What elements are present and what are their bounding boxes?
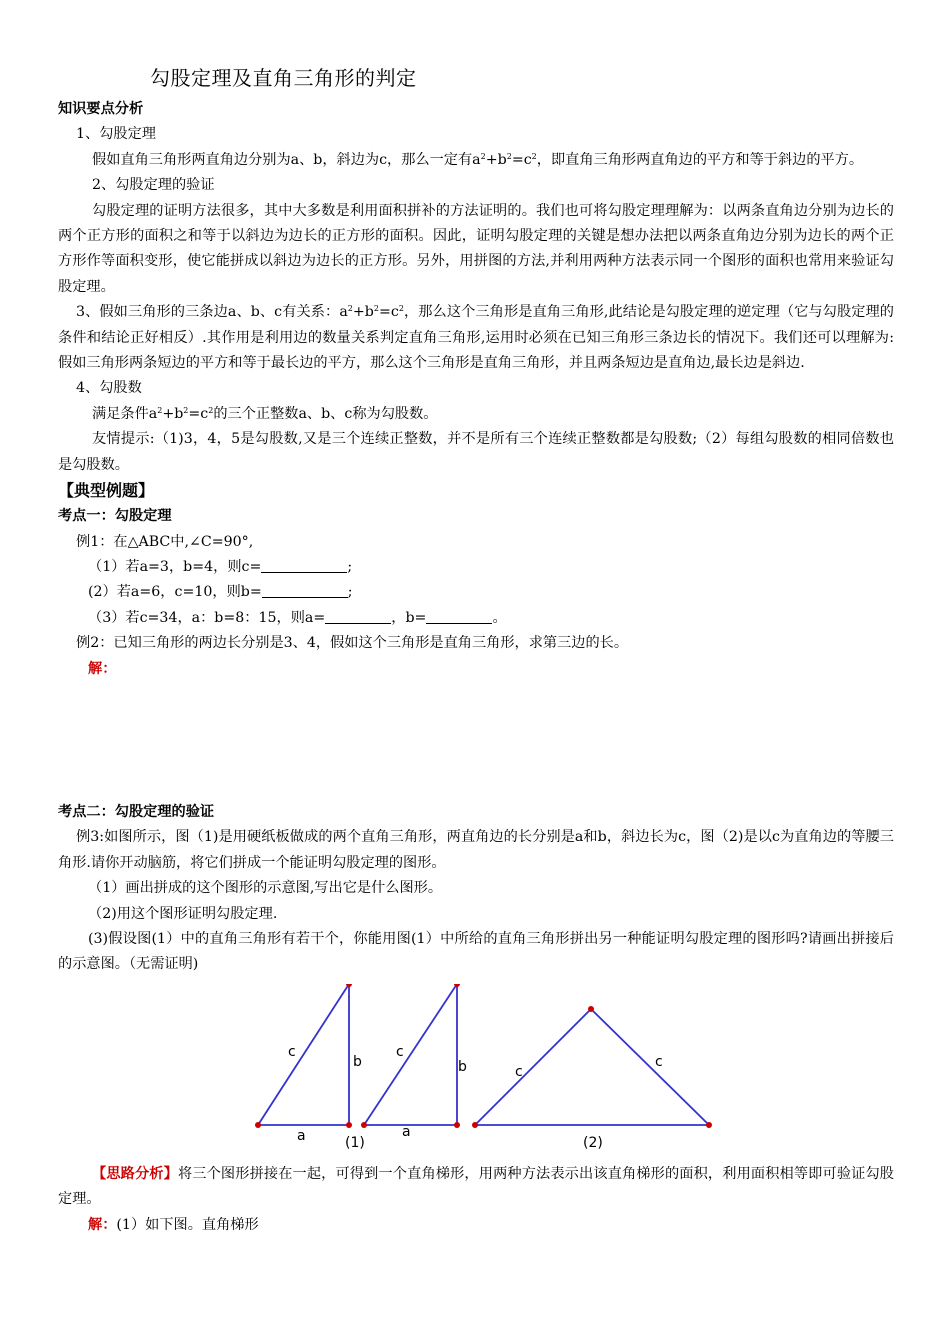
vertex-point xyxy=(706,1122,712,1128)
item1-text: 假如直角三角形两直角边分别为a、b，斜边为c，那么一定有$a^2+b^2=c^2$，即直角三角形两直角边的平方和等于斜边的平方。 xyxy=(92,151,864,168)
right-triangle-1 xyxy=(258,984,349,1125)
example-3-q2: （2)用这个图形证明勾股定理. xyxy=(88,905,278,922)
analysis: 【思路分析】将三个图形拼接在一起，可得到一个直角梯形，用两种方法表示出该直角梯形的面积，利用面积相等即可验证勾股定理。 xyxy=(58,1165,894,1208)
vertex-point xyxy=(346,1122,352,1128)
page-title: 勾股定理及直角三角形的判定 xyxy=(150,66,417,90)
example-3-q3: (3)假设图(1）中的直角三角形有若干个，你能用图(1）中所给的直角三角形拼出另一种能证明勾股定理的图形吗?请画出拼接后的示意图。（无需证明) xyxy=(58,930,894,973)
label-a: a xyxy=(402,1123,411,1140)
key-point-1: 考点一：勾股定理 xyxy=(58,508,172,525)
item1-title: 1、勾股定理 xyxy=(76,126,156,143)
answer-blank[interactable] xyxy=(325,609,391,624)
solution-label: 解： xyxy=(88,660,117,677)
item2-title: 2、勾股定理的验证 xyxy=(92,177,215,194)
example-1-q2: (2）若a=6，c=10，则b= ; xyxy=(88,584,353,601)
vertex-point xyxy=(361,1122,367,1128)
answer-blank[interactable] xyxy=(262,583,348,598)
example-1: 例1：在△ABC中,∠C=90°, xyxy=(76,533,254,550)
friendly-tip: 友情提示:（1)3，4，5是勾股数,又是三个连续正整数，并不是所有三个连续正整数都是勾股数;（2）每组勾股数的相同倍数也是勾股数。 xyxy=(58,431,894,473)
answer-space xyxy=(58,682,894,800)
label-c: c xyxy=(515,1063,523,1080)
example-1-q1: （1）若a=3，b=4，则c= ; xyxy=(88,558,353,575)
key-point-2: 考点二：勾股定理的验证 xyxy=(58,803,215,820)
label-b: b xyxy=(353,1053,362,1070)
label-c: c xyxy=(288,1043,296,1060)
figure-caption-2: (2) xyxy=(583,1134,603,1151)
label-c: c xyxy=(396,1043,404,1060)
vertex-point xyxy=(255,1122,261,1128)
label-b: b xyxy=(458,1058,467,1075)
vertex-point xyxy=(472,1122,478,1128)
example-3-q1: （1）画出拼成的这个图形的示意图,写出它是什么图形。 xyxy=(88,880,443,897)
answer-blank[interactable] xyxy=(261,558,347,573)
item2-text: 勾股定理的证明方法很多，其中大多数是利用面积拼补的方法证明的。我们也可将勾股定理理解为：以两条直角边分别为边长的两个正方形的面积之和等于以斜边为边长的正方形的面积。因此，证明勾股定理的关键是想办法把以两条直角边分别为边长的两个正方形作等面积变形，使它能拼成以斜边为边长的正方形。另外，用拼图的方法,并利用两种方法表示同一个图形的面积也常用来验证勾股定理。 xyxy=(58,202,894,295)
label-c: c xyxy=(655,1053,663,1070)
vertex-point xyxy=(588,1006,594,1012)
examples-heading: 【典型例题】 xyxy=(58,481,155,501)
example-1-q3: （3）若c=34，a：b=8：15，则a= ，b= 。 xyxy=(88,609,507,626)
document-page xyxy=(58,62,894,1238)
knowledge-heading: 知识要点分析 xyxy=(58,101,144,117)
solution-2: 解：(1）如下图。直角梯形 xyxy=(88,1216,259,1233)
isosceles-triangle xyxy=(475,1009,709,1125)
item4-text: 满足条件$a^2+b^2=c^2$的三个正整数a、b、c称为勾股数。 xyxy=(92,405,438,422)
label-a: a xyxy=(297,1127,306,1144)
example-2: 例2：已知三角形的两边长分别是3、4，假如这个三角形是直角三角形，求第三边的长。 xyxy=(76,635,629,652)
triangle-figure xyxy=(240,984,720,1154)
example-3: 例3:如图所示，图（1)是用硬纸板做成的两个直角三角形，两直角边的长分别是a和b，斜边长为c，图（2)是以c为直角边的等腰三角形.请你开动脑筋，将它们拼成一个能证明勾股定理的图形。 xyxy=(58,829,894,871)
right-triangle-2 xyxy=(364,984,457,1125)
vertex-point xyxy=(454,1122,460,1128)
item3-text: 3、假如三角形的三条边a、b、c有关系：$a^2+b^2=c^2$，那么这个三角形是直角三角形,此结论是勾股定理的逆定理（它与勾股定理的条件和结论正好相反）.其作用是利用边的数量关系判定直角三角形,运用时必须在已知三角形三条边长的情况下。我们还可以理解为:假如三角形两条短边的平方和等于最长边的平方，那么这个三角形是直角三角形，并且两条短边是直角边,最长边是斜边. xyxy=(58,304,894,372)
figure-caption-1: (1) xyxy=(345,1134,365,1151)
item4-title: 4、勾股数 xyxy=(76,380,142,397)
answer-blank[interactable] xyxy=(426,609,492,624)
